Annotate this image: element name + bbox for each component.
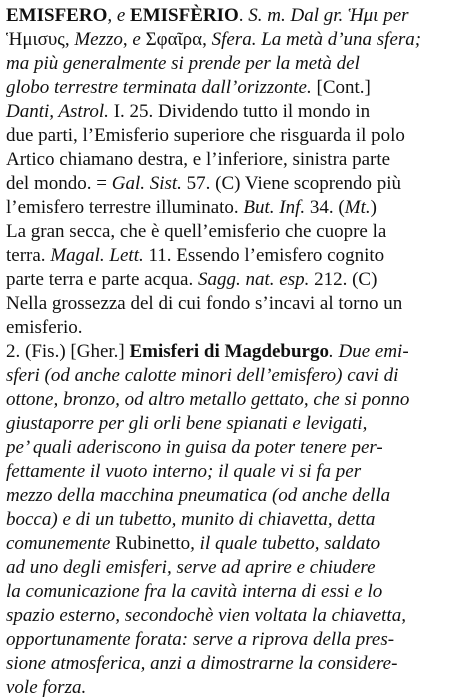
text-line — [6, 244, 466, 268]
text-line — [6, 484, 466, 508]
text-run: ottone, bronzo, od altro metallo gettato, che si ponno — [6, 389, 410, 410]
text-line — [6, 436, 466, 460]
text-line — [6, 76, 466, 100]
text-line — [6, 196, 466, 220]
text-run: opportunamente forata: serve a riprova della pres- — [6, 629, 395, 650]
text-line — [6, 364, 466, 388]
text-run: ) — [370, 197, 377, 218]
text-run: sferi (od anche calotte minori dell’emisfero) cavi di — [6, 365, 399, 386]
text-run: ma più generalmente si prende per la metà del — [6, 53, 360, 74]
text-run: Sagg. nat. esp. — [197, 269, 310, 290]
text-run: 2. (Fis.) [Gher.] — [6, 341, 130, 362]
text-run: Mt. — [344, 197, 371, 218]
text-line — [6, 580, 466, 604]
text-line — [6, 172, 466, 196]
text-run: terra. — [6, 245, 51, 266]
text-run: Danti, Astrol. — [6, 101, 109, 122]
text-run: Ἡμι per — [348, 5, 409, 26]
text-run: , — [202, 29, 212, 50]
text-run: Ἡμισυς — [6, 29, 65, 50]
text-line — [6, 220, 466, 244]
text-line — [6, 604, 466, 628]
text-run: l’emisfero terrestre illuminato. — [6, 197, 244, 218]
text-run: 212. (C) — [309, 269, 378, 290]
text-line — [6, 28, 466, 52]
text-run: spazio esterno, secondochè vien voltata la chiavetta, — [6, 605, 406, 626]
text-run: giustaporre per gli orli bene spianati e levigati, — [6, 413, 368, 434]
text-run: mezzo della macchina pneumatica (od anche della — [6, 485, 391, 506]
text-run: globo terrestre terminata dall’orizzonte. — [6, 77, 312, 98]
text-run: , il quale tubetto, saldato — [190, 533, 381, 554]
text-line — [6, 388, 466, 412]
text-run: la comunicazione fra la cavità interna di essi e lo — [6, 581, 383, 602]
text-run: [Cont.] — [311, 77, 371, 98]
text-run: La gran secca, che è quell’emisferio che cuopre la — [6, 221, 387, 242]
text-line — [6, 268, 466, 292]
text-run: EMISFERO — [6, 5, 108, 26]
text-line — [6, 340, 466, 364]
text-line — [6, 412, 466, 436]
text-run: sione atmosferica, anzi a dimostrarne la considere- — [6, 653, 398, 674]
text-run: emisferio. — [6, 317, 83, 338]
text-run: due parti, l’Emisferio superiore che risguarda il polo — [6, 125, 405, 146]
text-line — [6, 52, 466, 76]
text-run: 34. ( — [305, 197, 345, 218]
text-run: Sfera. La metà d’una sfera; — [211, 29, 422, 50]
text-line — [6, 460, 466, 484]
text-run: But. Inf. — [243, 197, 306, 218]
text-line — [6, 508, 466, 532]
text-run: ad uno degli emisferi, serve ad aprire e chiudere — [6, 557, 376, 578]
text-run: 57. (C) Viene scoprendo più — [181, 173, 401, 194]
text-run: del mondo. = — [6, 173, 112, 194]
text-line — [6, 556, 466, 580]
text-line — [6, 652, 466, 676]
text-run: EMISFÈRIO — [130, 5, 239, 26]
text-line — [6, 628, 466, 652]
text-run: I. 25. Dividendo tutto il mondo in — [108, 101, 371, 122]
text-line — [6, 148, 466, 172]
text-run: , — [107, 5, 117, 26]
text-run: , — [122, 29, 133, 50]
text-run: S. m. Dal gr. — [248, 5, 349, 26]
text-line — [6, 100, 466, 124]
text-run: e — [132, 29, 146, 50]
text-run: Mezzo — [74, 29, 123, 50]
text-run: pe’ quali aderiscono in guisa da poter tenere per- — [6, 437, 383, 458]
text-run: comunemente — [6, 533, 116, 554]
text-run: Gal. Sist. — [111, 173, 182, 194]
text-run: fettamente il vuoto interno; il quale vi si fa per — [6, 461, 362, 482]
text-line — [6, 316, 466, 340]
text-run: Rubinetto — [115, 533, 191, 554]
text-run: Nella grossezza del di cui fondo s’incavi al torno un — [6, 293, 403, 314]
text-run: vole forza. — [6, 677, 87, 698]
text-line — [6, 532, 466, 556]
text-run: parte terra e parte acqua. — [6, 269, 198, 290]
dictionary-entry — [6, 4, 466, 700]
text-line — [6, 676, 466, 700]
text-run: 11. Essendo l’emisfero cognito — [143, 245, 385, 266]
text-run: e — [116, 5, 126, 26]
text-run: . — [238, 5, 249, 26]
text-line — [6, 4, 466, 28]
text-run: Σφαῖρα — [145, 29, 203, 50]
text-line — [6, 292, 466, 316]
text-line — [6, 124, 466, 148]
text-run: bocca) e di un tubetto, munito di chiavetta, detta — [6, 509, 376, 530]
text-run: Emisferi di Magdeburgo — [129, 341, 329, 362]
text-run: , — [64, 29, 75, 50]
text-run: Artico chiamano destra, e l’inferiore, sinistra parte — [6, 149, 391, 170]
text-run: . Due emi- — [328, 341, 409, 362]
text-run: Magal. Lett. — [50, 245, 144, 266]
